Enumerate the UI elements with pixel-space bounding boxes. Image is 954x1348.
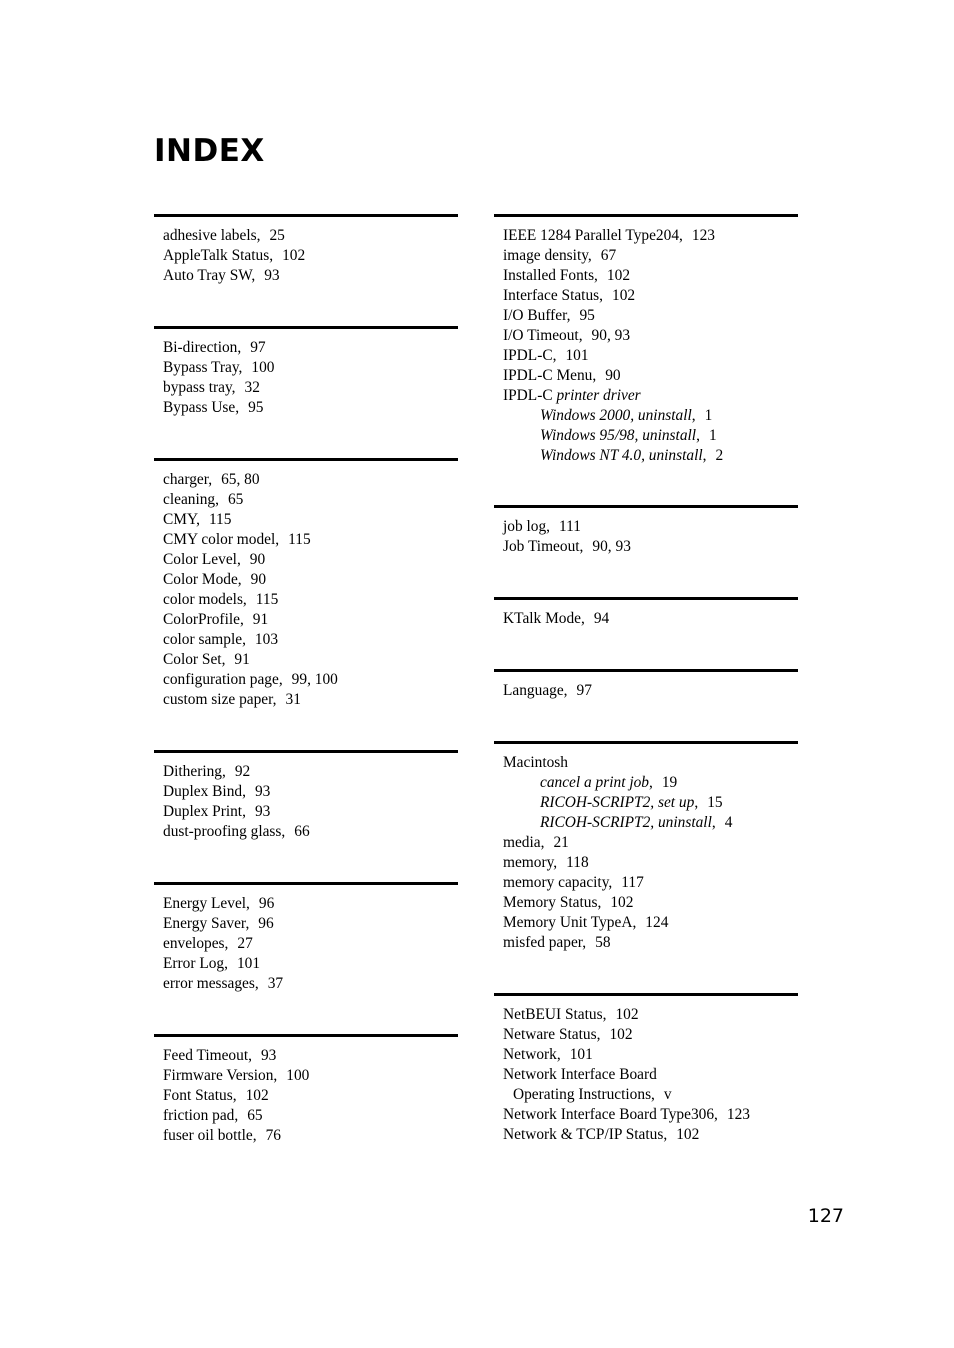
index-term: media, — [503, 834, 545, 851]
index-term: ColorProfile, — [163, 611, 244, 628]
index-page-ref: v — [663, 1086, 672, 1103]
index-entry — [154, 550, 458, 570]
index-page-ref: 97 — [576, 682, 592, 699]
index-page-ref: 94 — [593, 610, 610, 627]
index-entry — [494, 286, 798, 306]
index-entry — [494, 913, 798, 933]
index-term: Network Interface Board — [503, 1066, 657, 1083]
index-term: Network, — [503, 1046, 561, 1063]
index-entry — [154, 630, 458, 650]
index-term: Language, — [503, 682, 568, 699]
index-page-ref: 115 — [208, 511, 232, 528]
index-term: Netware Status, — [503, 1026, 601, 1043]
index-entry — [494, 326, 798, 346]
index-entry — [154, 1086, 458, 1106]
index-entry — [154, 1046, 458, 1066]
index-entry — [494, 266, 798, 286]
index-page-ref: 96 — [258, 895, 275, 912]
page-title: INDEX — [154, 133, 265, 169]
index-group — [154, 750, 458, 842]
index-page-ref: 102 — [676, 1126, 700, 1143]
index-term: Duplex Print, — [163, 803, 246, 820]
index-term: Network Interface Board Type306, — [503, 1106, 718, 1123]
index-term: dust-proofing glass, — [163, 823, 286, 840]
index-group — [494, 214, 798, 466]
index-page-ref: 27 — [237, 935, 253, 952]
index-group — [494, 597, 798, 629]
index-entry — [494, 893, 798, 913]
index-page-ref: 2 — [715, 447, 724, 464]
index-term-punct: , — [649, 774, 653, 791]
index-entry — [154, 338, 458, 358]
index-group — [154, 214, 458, 286]
index-entry — [154, 802, 458, 822]
index-term: Color Level, — [163, 551, 241, 568]
index-page-ref: 65 — [247, 1107, 263, 1124]
index-page-ref: 102 — [606, 267, 631, 284]
index-page-ref: 97 — [250, 339, 266, 356]
index-page-ref: 90 — [249, 551, 266, 568]
index-subterm: Windows 2000, uninstall — [540, 407, 692, 424]
index-entry — [154, 914, 458, 934]
index-entry — [154, 894, 458, 914]
index-term: Operating Instructions, — [513, 1086, 655, 1103]
index-entry — [494, 517, 798, 537]
index-term-punct: , — [696, 427, 700, 444]
index-entry — [494, 446, 798, 466]
index-page-ref: 102 — [612, 287, 636, 304]
index-term: IPDL-C — [503, 387, 553, 404]
index-page-ref: 91 — [252, 611, 269, 628]
index-group — [154, 882, 458, 994]
index-term: Firmware Version, — [163, 1067, 278, 1084]
index-term: Memory Status, — [503, 894, 602, 911]
index-entry — [494, 853, 798, 873]
index-term: Feed Timeout, — [163, 1047, 252, 1064]
index-entry — [494, 813, 798, 833]
index-entry — [494, 537, 798, 557]
index-page-ref: 65, 80 — [221, 471, 260, 488]
index-page-ref: 115 — [288, 531, 311, 548]
index-subterm: cancel a print job — [540, 774, 649, 791]
index-term: adhesive labels, — [163, 227, 261, 244]
index-entry — [154, 470, 458, 490]
index-page-ref: 93 — [260, 1047, 277, 1064]
index-page-ref: 93 — [264, 267, 280, 284]
index-page-ref: 58 — [595, 934, 611, 951]
index-term: Installed Fonts, — [503, 267, 598, 284]
index-page-ref: 92 — [234, 763, 251, 780]
page-number: 127 — [807, 1205, 844, 1227]
index-entry — [494, 306, 798, 326]
index-term: memory capacity, — [503, 874, 613, 891]
index-entry — [154, 266, 458, 286]
index-entry — [154, 650, 458, 670]
index-group — [494, 669, 798, 701]
index-entry — [154, 378, 458, 398]
index-page-ref: 90 — [250, 571, 267, 588]
index-entry — [154, 822, 458, 842]
index-page-ref: 96 — [258, 915, 274, 932]
index-entry — [494, 609, 798, 629]
index-term: job log, — [503, 518, 551, 535]
index-page-ref: 76 — [265, 1127, 281, 1144]
index-page-ref: 32 — [244, 379, 260, 396]
index-subterm: Windows NT 4.0, uninstall — [540, 447, 703, 464]
index-term: charger, — [163, 471, 213, 488]
index-term: IPDL-C, — [503, 347, 557, 364]
index-term: Energy Saver, — [163, 915, 250, 932]
index-subterm: RICOH-SCRIPT2, uninstall — [540, 814, 712, 831]
index-term: Color Mode, — [163, 571, 242, 588]
index-term: I/O Buffer, — [503, 307, 571, 324]
index-page-ref: 15 — [707, 794, 723, 811]
index-page-ref: 37 — [267, 975, 284, 992]
index-entry — [494, 226, 798, 246]
index-page-ref: 99, 100 — [291, 671, 338, 688]
index-entry — [494, 1045, 798, 1065]
index-term: color models, — [163, 591, 247, 608]
index-term-punct: , — [691, 407, 696, 424]
index-entry — [154, 358, 458, 378]
index-term: Network & TCP/IP Status, — [503, 1126, 668, 1143]
index-page-ref: 123 — [691, 227, 715, 244]
index-page-ref: 118 — [566, 854, 589, 871]
index-term: Bypass Use, — [163, 399, 240, 416]
index-entry — [494, 1085, 798, 1105]
index-page-ref: 100 — [286, 1067, 310, 1084]
index-page-ref: 91 — [234, 651, 250, 668]
index-entry — [154, 246, 458, 266]
index-entry — [494, 406, 798, 426]
index-term: CMY, — [163, 511, 200, 528]
index-term: configuration page, — [163, 671, 283, 688]
index-group — [494, 505, 798, 557]
index-page-ref: 65 — [227, 491, 244, 508]
index-page-ref: 102 — [282, 247, 306, 264]
index-page-ref: 123 — [726, 1106, 750, 1123]
index-term: envelopes, — [163, 935, 229, 952]
index-term: Error Log, — [163, 955, 228, 972]
index-page-ref: 93 — [254, 803, 271, 820]
index-group — [494, 741, 798, 953]
index-term: CMY color model, — [163, 531, 280, 548]
index-page-ref: 101 — [236, 955, 261, 972]
index-page-ref: 90 — [605, 367, 621, 384]
index-entry — [494, 773, 798, 793]
index-entry — [494, 1105, 798, 1125]
index-entry — [154, 510, 458, 530]
index-entry — [494, 833, 798, 853]
index-entry — [494, 246, 798, 266]
index-entry — [494, 386, 798, 406]
index-page-ref: 103 — [254, 631, 279, 648]
index-term: Macintosh — [503, 754, 568, 771]
index-entry — [154, 954, 458, 974]
index-term: Color Set, — [163, 651, 226, 668]
index-term: image density, — [503, 247, 592, 264]
index-page-ref: 21 — [553, 834, 569, 851]
index-page-ref: 117 — [621, 874, 644, 891]
index-entry — [154, 490, 458, 510]
index-entry — [154, 570, 458, 590]
index-entry — [494, 426, 798, 446]
index-entry — [154, 690, 458, 710]
index-term: memory, — [503, 854, 558, 871]
index-term: color sample, — [163, 631, 246, 648]
index-entry — [494, 873, 798, 893]
index-term-punct: , — [711, 814, 716, 831]
index-page-ref: 101 — [565, 347, 589, 364]
index-term-punct: , — [702, 447, 707, 464]
index-page-ref: 124 — [645, 914, 669, 931]
index-page-ref: 4 — [724, 814, 733, 831]
index-group — [154, 326, 458, 418]
index-term: KTalk Mode, — [503, 610, 585, 627]
index-entry — [494, 681, 798, 701]
index-page-ref: 19 — [661, 774, 678, 791]
index-term: AppleTalk Status, — [163, 247, 274, 264]
index-entry — [494, 1065, 798, 1085]
index-page-ref: 25 — [269, 227, 285, 244]
index-page-ref: 90, 93 — [591, 327, 631, 344]
index-page-ref: 31 — [285, 691, 301, 708]
index-page-ref: 100 — [251, 359, 275, 376]
index-entry — [494, 753, 798, 773]
index-entry — [494, 793, 798, 813]
index-page-ref: 67 — [600, 247, 617, 264]
index-page-ref: 1 — [704, 407, 713, 424]
index-term-punct: , — [694, 794, 699, 811]
index-term: Bypass Tray, — [163, 359, 243, 376]
index-subterm: RICOH-SCRIPT2, set up — [540, 794, 695, 811]
index-page-ref: 102 — [245, 1087, 269, 1104]
index-term: Dithering, — [163, 763, 226, 780]
index-term: Energy Level, — [163, 895, 250, 912]
index-term: Memory Unit TypeA, — [503, 914, 637, 931]
index-term: Auto Tray SW, — [163, 267, 256, 284]
index-term-qualifier: printer driver — [556, 387, 641, 404]
index-page-ref: 102 — [609, 1026, 633, 1043]
index-entry — [154, 1066, 458, 1086]
index-entry — [154, 782, 458, 802]
index-term: custom size paper, — [163, 691, 277, 708]
index-page-ref: 101 — [569, 1046, 593, 1063]
index-group — [154, 458, 458, 710]
index-entry — [494, 366, 798, 386]
index-entry — [154, 610, 458, 630]
index-term: Interface Status, — [503, 287, 603, 304]
index-page-ref: 102 — [615, 1006, 639, 1023]
index-term: error messages, — [163, 975, 259, 992]
index-term: Bi-direction, — [163, 339, 242, 356]
index-entry — [154, 670, 458, 690]
index-term: NetBEUI Status, — [503, 1006, 607, 1023]
index-group — [154, 1034, 458, 1146]
index-subterm: Windows 95/98, uninstall — [540, 427, 697, 444]
index-entry — [494, 346, 798, 366]
index-group — [494, 993, 798, 1145]
index-term: IEEE 1284 Parallel Type204, — [503, 227, 683, 244]
index-term: cleaning, — [163, 491, 219, 508]
index-page-ref: 95 — [579, 307, 595, 324]
index-entry — [154, 590, 458, 610]
index-entry — [154, 762, 458, 782]
index-entry — [154, 530, 458, 550]
index-page-ref: 1 — [708, 427, 717, 444]
index-term: friction pad, — [163, 1107, 239, 1124]
index-page-ref: 115 — [255, 591, 279, 608]
index-page-ref: 95 — [248, 399, 264, 416]
index-page-ref: 111 — [559, 518, 581, 535]
index-term: I/O Timeout, — [503, 327, 583, 344]
index-page-ref: 66 — [294, 823, 310, 840]
index-term: Duplex Bind, — [163, 783, 246, 800]
index-term: fuser oil bottle, — [163, 1127, 257, 1144]
index-entry — [494, 1005, 798, 1025]
index-term: misfed paper, — [503, 934, 587, 951]
index-term: Job Timeout, — [503, 538, 584, 555]
index-entry — [154, 398, 458, 418]
index-entry — [494, 1025, 798, 1045]
index-entry — [494, 933, 798, 953]
index-term: IPDL-C Menu, — [503, 367, 597, 384]
index-page-ref: 90, 93 — [592, 538, 631, 555]
index-term: bypass tray, — [163, 379, 236, 396]
index-term: Font Status, — [163, 1087, 237, 1104]
index-page-ref: 102 — [610, 894, 634, 911]
index-entry — [154, 226, 458, 246]
index-entry — [154, 1106, 458, 1126]
index-entry — [154, 974, 458, 994]
index-entry — [154, 934, 458, 954]
index-page-ref: 93 — [254, 783, 271, 800]
index-entry — [494, 1125, 798, 1145]
index-entry — [154, 1126, 458, 1146]
